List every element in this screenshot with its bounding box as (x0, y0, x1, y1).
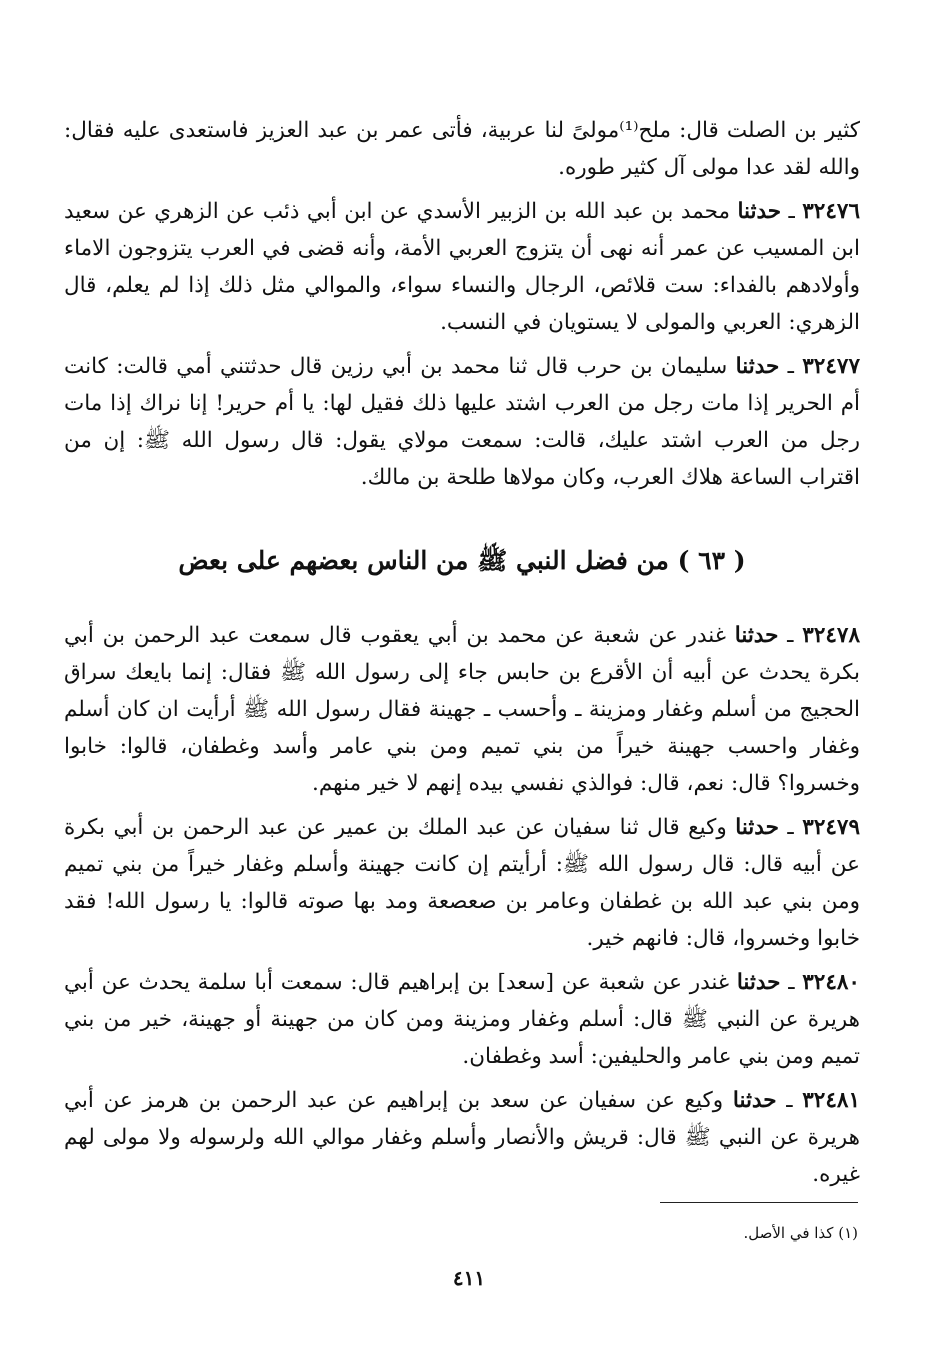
hadith-lead: حدثنا (737, 199, 782, 224)
footnote-divider (660, 1202, 858, 1203)
footnote: (١) كذا في الأصل. (743, 1224, 858, 1242)
hadith-lead: حدثنا (734, 623, 779, 648)
intro-paragraph: كثير بن الصلت قال: ملح⁽¹⁾مولىً لنا عربية، فأتى عمر بن عبد العزيز فاستعدى عليه فقال: والله لقد عدا مولى آل كثير طوره. (64, 118, 860, 180)
text-block-top (64, 112, 860, 496)
hadith-lead: حدثنا (736, 970, 781, 995)
hadith-text: غندر عن شعبة عن [سعد] بن إبراهيم قال: سمعت أبا سلمة يحدث عن أبي هريرة عن النبي ﷺ قال: أسلم وغفار ومزينة ومن كان من جهينة أو جهينة، خير من بني تميم ومن بني عامر والحليفين: أسد وغطفان. (64, 970, 860, 1069)
hadith-paragraph: ٣٢٤٧٨ ـ حدثنا غندر عن شعبة عن محمد بن أبي يعقوب قال سمعت عبد الرحمن بن أبي بكرة يحدث عن أبيه أن الأقرع بن حابس جاء إلى رسول الله ﷺ فقال: إنما بايعك سراق الحجيج من أسلم وغفار ومزينة ـ وأحسب ـ جهينة فقال رسول الله ﷺ أرأيت ان كان أسلم وغفار واحسب جهينة خيراً من بني تميم ومن بني عامر وأسد وغطفان، قالوا: خابوا وخسروا؟ قال: نعم، قال: فوالذي نفسي بيده إنهم لا خير منهم. (64, 623, 861, 796)
hadith-number: ٣٢٤٨٠ (802, 970, 860, 995)
hadith-text: سليمان بن حرب قال ثنا محمد بن أبي رزين قال حدثتني أمي قالت: كانت أم الحرير إذا مات رجل من العرب اشتد عليها ذلك فقيل لها: يا أم حرير! إنا نراك إذا مات رجل من العرب اشتد عليك، قالت: سمعت مولاي يقول: قال رسول الله ﷺ: إن من اقتراب الساعة هلاك العرب، وكان مولاها طلحة بن مالك. (64, 354, 860, 490)
hadith-lead: حدثنا (735, 815, 779, 840)
hadith-paragraph: ٣٢٤٨٠ ـ حدثنا غندر عن شعبة عن [سعد] بن إبراهيم قال: سمعت أبا سلمة يحدث عن أبي هريرة عن النبي ﷺ قال: أسلم وغفار ومزينة ومن كان من جهينة أو جهينة، خير من بني تميم ومن بني عامر والحليفين: أسد وغطفان. (64, 970, 860, 1069)
hadith-text: وكيع عن سفيان عن سعد بن إبراهيم عن عبد الرحمن بن هرمز عن أبي هريرة عن النبي ﷺ قال: قريش والأنصار وأسلم وغفار موالي الله ولرسوله ولا مولى لهم غيره. (64, 1088, 860, 1187)
hadith-lead: حدثنا (732, 1088, 777, 1113)
hadith-number: ٣٢٤٧٦ (802, 199, 860, 224)
hadith-number: ٣٢٤٧٨ (802, 623, 861, 648)
hadith-paragraph: ٣٢٤٧٦ ـ حدثنا محمد بن عبد الله بن الزبير الأسدي عن ابن أبي ذئب عن الزهري عن سعيد ابن المسيب عن عمر أنه نهى أن يتزوج العربي الأمة، وأنه قضى في العرب يتزوجون الاماء وأولادهم بالفداء: ست قلائص، الرجال والنساء سواء، والموالي مثل ذلك إذا لم يعلم، قال الزهري: العربي والمولى لا يستويان في النسب. (64, 199, 860, 335)
hadith-paragraph: ٣٢٤٨١ ـ حدثنا وكيع عن سفيان عن سعد بن إبراهيم عن عبد الرحمن بن هرمز عن أبي هريرة عن النبي ﷺ قال: قريش والأنصار وأسلم وغفار موالي الله ولرسوله ولا مولى لهم غيره. (64, 1088, 860, 1187)
chapter-heading: ( ٦٣ ) من فضل النبي ﷺ من الناس بعضهم على بعض (178, 546, 746, 575)
hadith-paragraph: ٣٢٤٧٧ ـ حدثنا سليمان بن حرب قال ثنا محمد بن أبي رزين قال حدثتني أمي قالت: كانت أم الحرير إذا مات رجل من العرب اشتد عليها ذلك فقيل لها: يا أم حرير! إنا نراك إذا مات رجل من العرب اشتد عليك، قالت: سمعت مولاي يقول: قال رسول الله ﷺ: إن من اقتراب الساعة هلاك العرب، وكان مولاها طلحة بن مالك. (64, 354, 860, 490)
hadith-text: محمد بن عبد الله بن الزبير الأسدي عن ابن أبي ذئب عن الزهري عن سعيد ابن المسيب عن عمر أنه نهى أن يتزوج العربي الأمة، وأنه قضى في العرب يتزوجون الاماء وأولادهم بالفداء: ست قلائص، الرجال والنساء سواء، والموالي مثل ذلك إذا لم يعلم، قال الزهري: العربي والمولى لا يستويان في النسب. (64, 199, 860, 335)
hadith-text: وكيع قال ثنا سفيان عن عبد الملك بن عمير عن عبد الرحمن بن أبي بكرة عن أبيه قال: قال رسول الله ﷺ: أرأيتم إن كانت جهينة وأسلم وغفار خيراً من بني تميم ومن بني عبد الله بن غطفان وعامر بن صعصعة ومد بها صوته قالوا: يا رسول الله! فقد خابوا وخسروا، قال: فانهم خير. (64, 815, 860, 951)
hadith-number: ٣٢٤٨١ (802, 1088, 860, 1113)
hadith-number: ٣٢٤٧٧ (802, 354, 860, 379)
hadith-number: ٣٢٤٧٩ (802, 815, 861, 840)
hadith-lead: حدثنا (735, 354, 780, 379)
page-number: ٤١١ (452, 1266, 486, 1290)
hadith-paragraph: ٣٢٤٧٩ ـ حدثنا وكيع قال ثنا سفيان عن عبد الملك بن عمير عن عبد الرحمن بن أبي بكرة عن أبيه قال: قال رسول الله ﷺ: أرأيتم إن كانت جهينة وأسلم وغفار خيراً من بني تميم ومن بني عبد الله بن غطفان وعامر بن صعصعة ومد بها صوته قالوا: يا رسول الله! فقد خابوا وخسروا، قال: فانهم خير. (64, 815, 861, 951)
hadith-text: غندر عن شعبة عن محمد بن أبي يعقوب قال سمعت عبد الرحمن بن أبي بكرة يحدث عن أبيه أن الأقرع بن حابس جاء إلى رسول الله ﷺ فقال: إنما بايعك سراق الحجيج من أسلم وغفار ومزينة ـ وأحسب ـ جهينة فقال رسول الله ﷺ أرأيت ان كان أسلم وغفار واحسب جهينة خيراً من بني تميم ومن بني عامر وأسد وغطفان، قالوا: خابوا وخسروا؟ قال: نعم، قال: فوالذي نفسي بيده إنهم لا خير منهم. (64, 623, 860, 796)
text-block-bottom (64, 617, 860, 1193)
